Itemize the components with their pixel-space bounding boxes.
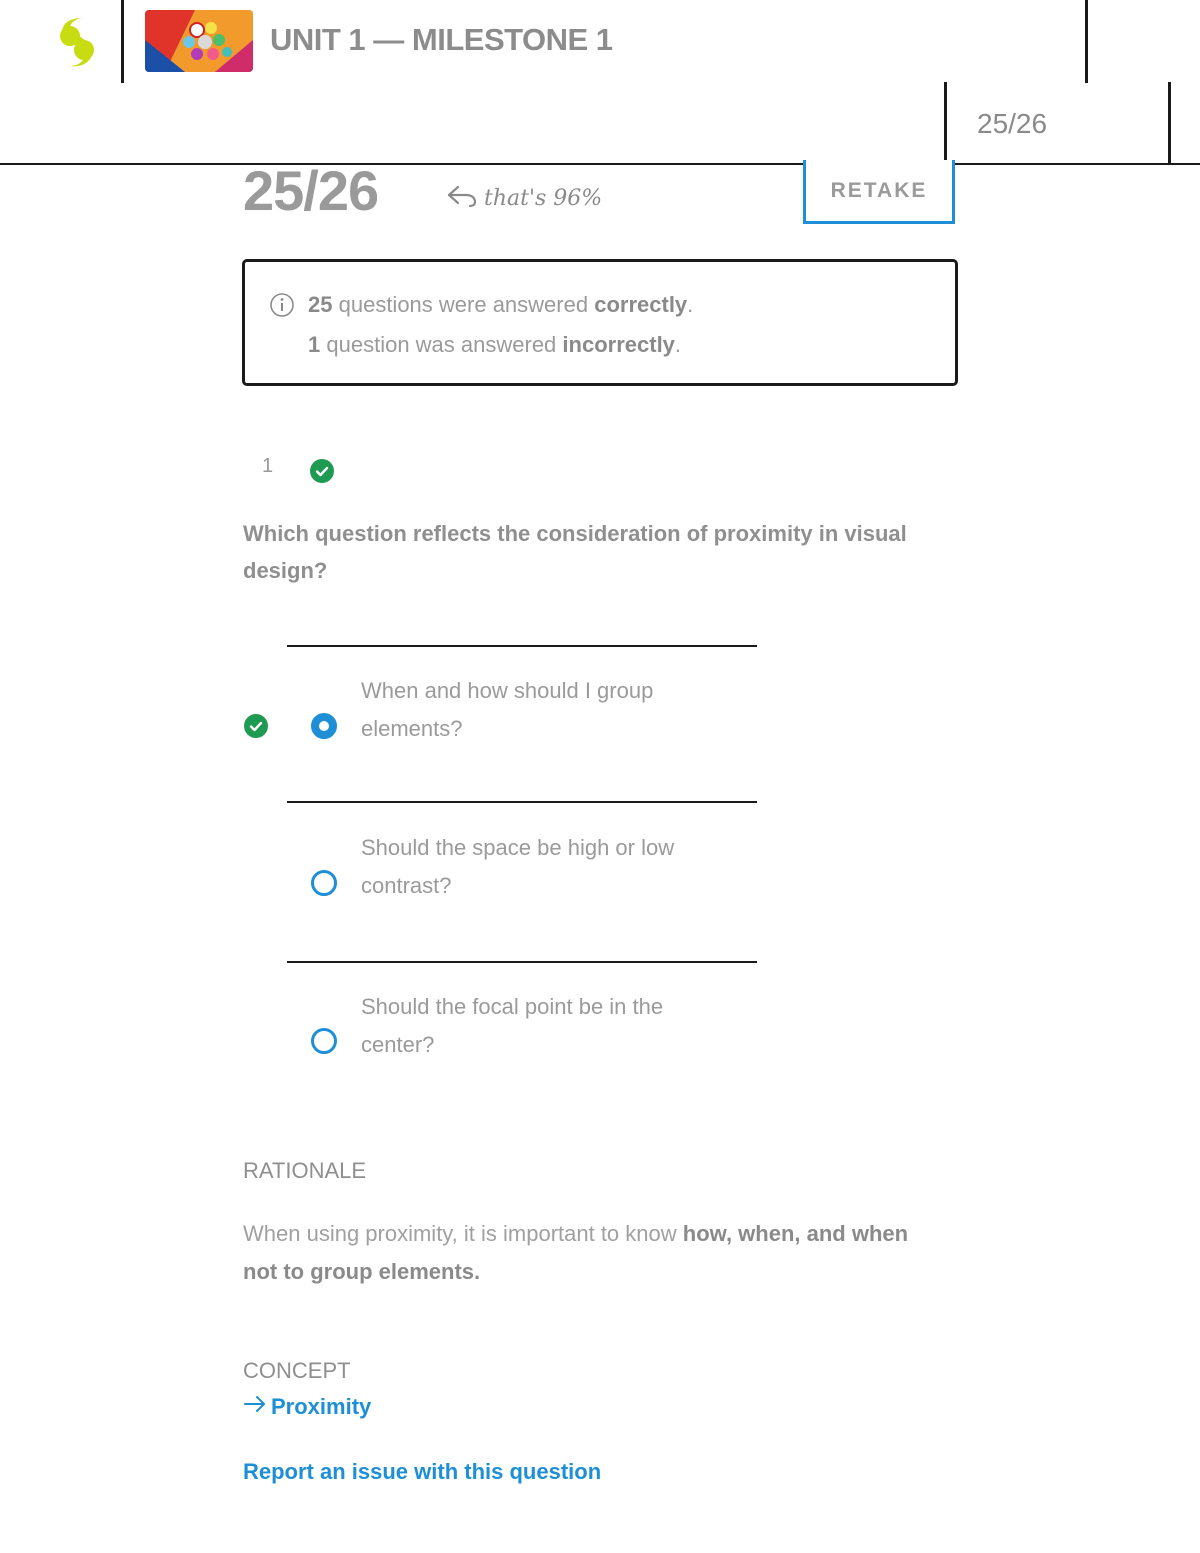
page-title: UNIT 1 — MILESTONE 1 (270, 22, 613, 57)
question-text: Which question reflects the consideration of proximity in visual design? (243, 521, 907, 583)
percent-text: that's 96% (484, 186, 603, 211)
rationale-label: RATIONALE (243, 1158, 367, 1183)
retake-button[interactable]: RETAKE (803, 160, 955, 224)
check-circle-icon (309, 458, 335, 489)
option-text-2[interactable]: Should the space be high or low contrast? (361, 835, 675, 898)
info-icon (269, 292, 295, 323)
option-divider (287, 801, 757, 803)
option-radio-1[interactable] (311, 713, 337, 739)
header-divider-right (1085, 0, 1088, 83)
summary-correct: 25 questions were answered correctly. (308, 292, 694, 317)
curved-arrow-back-icon (446, 183, 478, 214)
concept-link[interactable]: Proximity (243, 1394, 371, 1420)
report-issue-link[interactable]: Report an issue with this question (243, 1459, 602, 1484)
results-summary (242, 259, 958, 386)
arrow-right-icon (243, 1394, 267, 1420)
percent-note (446, 183, 602, 214)
header-score: 25/26 (977, 108, 1048, 139)
sophia-logo-icon[interactable] (52, 14, 100, 70)
option-radio-3[interactable] (311, 1028, 337, 1054)
option-divider (287, 645, 757, 647)
option-text-1[interactable]: When and how should I group elements? (361, 678, 654, 741)
header-bottom-rule (0, 163, 1200, 165)
check-circle-icon (243, 713, 269, 744)
score-value: 25/26 (243, 159, 379, 222)
option-text-3[interactable]: Should the focal point be in the center? (361, 994, 664, 1057)
concept-label: CONCEPT (243, 1358, 351, 1383)
option-divider (287, 961, 757, 963)
score-panel-divider-left (944, 82, 947, 164)
option-radio-2[interactable] (311, 870, 337, 896)
question-number: 1 (262, 455, 274, 477)
header-divider-left (121, 0, 124, 83)
score-panel-divider-right (1168, 82, 1171, 164)
rationale-text: When using proximity, it is important to know how, when, and when not to group elements. (243, 1221, 909, 1284)
course-thumbnail (145, 10, 253, 72)
summary-incorrect: 1 question was answered incorrectly. (308, 332, 682, 357)
